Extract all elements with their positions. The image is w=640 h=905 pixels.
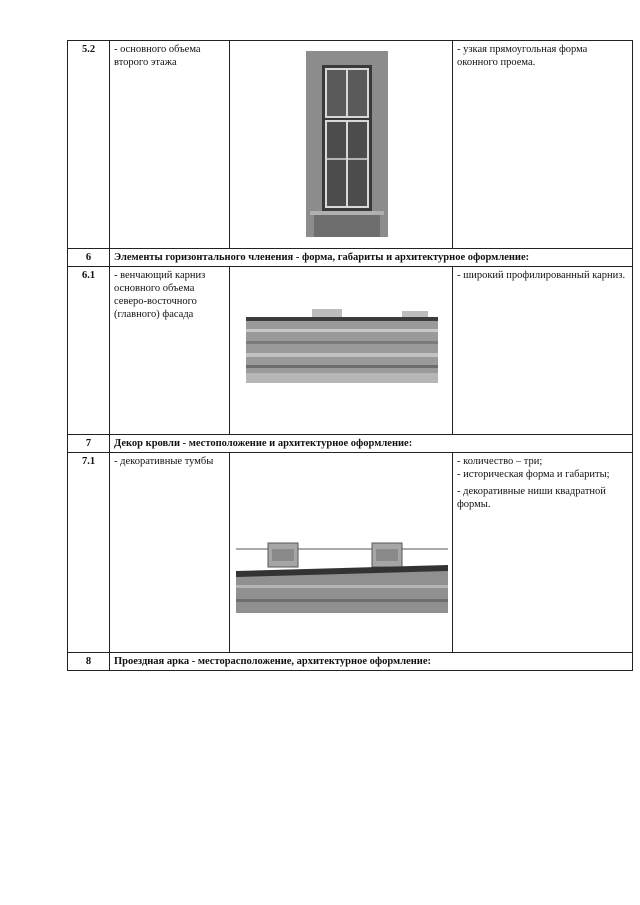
window-photo-image xyxy=(230,41,453,249)
row-number: 7.1 xyxy=(68,453,110,653)
description-line: - узкая прямоугольная форма оконного проема. xyxy=(457,44,588,68)
element-name: - венчающий карниз основного объема северо-восточного (главного) фасада xyxy=(110,267,230,435)
roof-pedestals-photo-image xyxy=(230,453,453,653)
element-description xyxy=(453,267,633,435)
element-name: - декоративные тумбы xyxy=(110,453,230,653)
description-line: - широкий профилированный карниз. xyxy=(457,270,626,281)
section-title: Элементы горизонтального членения - форма, габариты и архитектурное оформление: xyxy=(110,249,633,267)
section-title: Декор кровли - местоположение и архитектурное оформление: xyxy=(110,435,633,453)
table-row xyxy=(68,453,633,653)
description-line: - историческая форма и габариты; xyxy=(457,469,610,480)
table-row xyxy=(68,41,633,249)
section-title: Проездная арка - месторасположение, архитектурное оформление: xyxy=(110,653,633,671)
table-row xyxy=(68,435,633,453)
description-line: - количество – три; xyxy=(457,456,543,467)
window-photo xyxy=(230,41,453,249)
row-number: 5.2 xyxy=(68,41,110,249)
cornice-photo xyxy=(230,267,453,435)
element-description xyxy=(453,41,633,249)
row-number: 6.1 xyxy=(68,267,110,435)
element-description xyxy=(453,453,633,653)
section-number: 8 xyxy=(68,653,110,671)
description-line: - декоративные ниши квадратной формы. xyxy=(457,486,606,510)
roof-pedestals-photo xyxy=(230,453,453,653)
cornice-photo-image xyxy=(230,267,453,435)
element-name: - основного объема второго этажа xyxy=(110,41,230,249)
table-row xyxy=(68,653,633,671)
table-row xyxy=(68,267,633,435)
monument-spec-table xyxy=(67,40,633,671)
section-number: 6 xyxy=(68,249,110,267)
table-row xyxy=(68,249,633,267)
section-number: 7 xyxy=(68,435,110,453)
